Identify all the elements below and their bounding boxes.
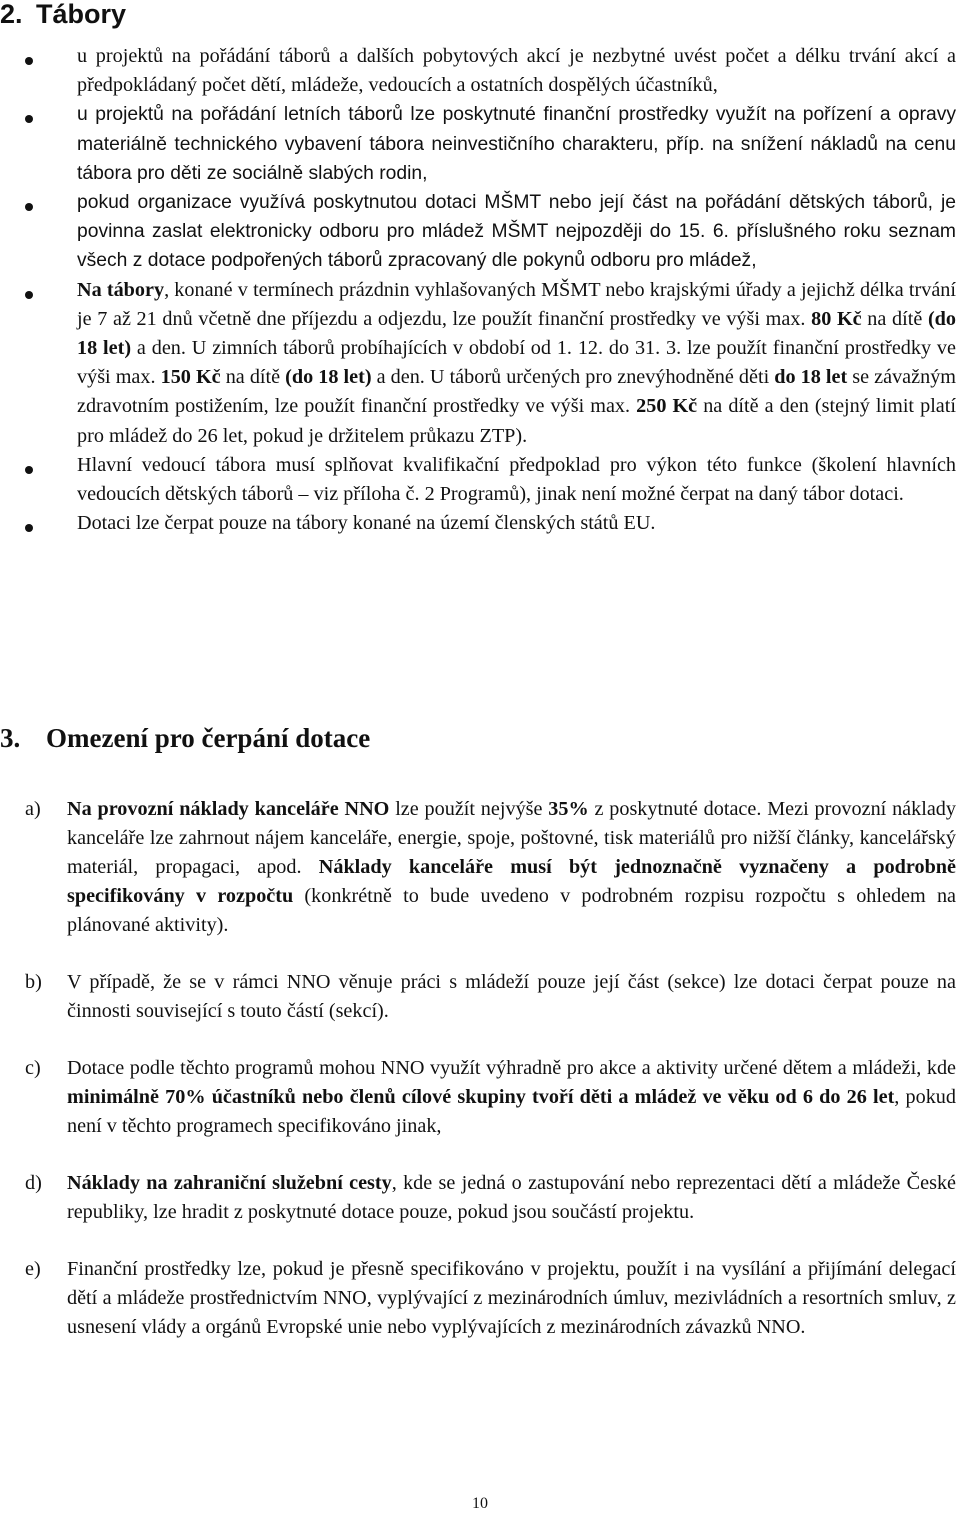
text: , konané v termínech prázdnin vyhlašovaných MŠMT nebo krajskými úřady a jejichž délka trvání je 7 až 21 dnů včetně dne příjezdu a odjezdu, lze použít finanční prostředky ve výši max. [77,278,956,330]
list-item-text: Dotaci lze čerpat pouze na tábory konané na území členských států EU. [77,512,656,535]
bold-text: (do 18 let) [285,366,372,389]
bullet-icon [25,203,33,211]
bullet-icon [25,57,33,65]
section-title: Omezení pro čerpání dotace [46,723,371,753]
list-item-text: u projektů na pořádání táborů a dalších pobytových akcí je nezbytné uvést počet a délku trvání akcí a předpokládaný počet dětí, mládeže, vedoucích a ostatních dospělých účastníků, [77,45,956,97]
section-number: 3. [0,723,21,753]
bold-text: 35% [548,798,589,820]
bullet-icon [25,524,33,532]
text: se závažným zdravotním postižením, lze použít finanční prostředky ve výši max. [77,366,956,418]
list-item-text [77,276,956,451]
list-item [0,1054,960,1141]
bold-text: minimálně 70% účastníků nebo členů cílové skupiny tvoří děti a mládež ve věku od 6 do 26 let [67,1086,895,1108]
list-label: b) [25,971,42,993]
list-label: e) [25,1258,41,1280]
list-item [0,42,960,100]
list-label: c) [25,1057,41,1079]
section-number: 2. [0,0,23,29]
text: z poskytnuté dotace. Mezi provozní náklady kanceláře lze zahrnout nájem kanceláře, energie, spoje, poštovné, tisk materiálů pro nižší články, kancelářský materiál, propagaci, apod. [67,798,956,878]
list-item-text [67,1054,956,1141]
list-item [0,1255,960,1342]
list-item-text: pokud organizace využívá poskytnutou dotaci MŠMT nebo její část na pořádání dětských táborů, je povinna zaslat elektronicky odboru pro mládež MŠMT nejpozději do 15. 6. příslušného roku seznam všech z dotace podpořených táborů zpracovaný dle pokynů odboru pro mládež, [77,192,956,272]
bold-text: Náklady na zahraniční služební cesty [67,1172,392,1194]
text: Dotace podle těchto programů mohou NNO využít výhradně pro akce a aktivity určené dětem a mládeži, kde [67,1057,956,1079]
bullet-icon [25,466,33,474]
list-item [0,276,960,451]
bold-text: Na provozní náklady kanceláře NNO [67,798,390,820]
text: a den. U zimních táborů probíhajících v období od 1. 12. do 31. 3. lze použít finanční prostředky ve výši max. [77,337,956,389]
text: na dítě [861,307,928,330]
text: , pokud není v těchto programech specifikováno jinak, [67,1086,956,1137]
bold-text: (do 18 let) [77,307,956,360]
bold-text: Na tábory [77,278,165,301]
list-item-text: V případě, že se v rámci NNO věnuje práci s mládeží pouze její část (sekce) lze dotaci čerpat pouze na činnosti související s touto částí (sekcí). [67,971,956,1022]
section-title: Tábory [36,0,127,29]
list-item [0,968,960,1026]
list-item-text: u projektů na pořádání letních táborů lze poskytnuté finanční prostředky využít na pořízení a opravy materiálně technického vybavení tábora neinvestičního charakteru, příp. na snížení nákladů na cenu tábora pro děti ze sociálně slabých rodin, [77,104,956,184]
list-item [0,100,960,188]
list-item [0,795,960,940]
text: (konkrétně to bude uvedeno v podrobném rozpisu rozpočtu s ohledem na plánované aktivity). [67,885,956,936]
section-heading-tabory [0,0,126,34]
omezeni-lettered-list [0,795,960,1342]
text: a den. U táborů určených pro znevýhodněné děti [371,366,775,389]
bullet-icon [25,115,33,123]
text: , kde se jedná o zastupování nebo reprezentaci dětí a mládeže České republiky, lze hradit z poskytnuté dotace pouze, pokud jsou součástí projektu. [67,1172,956,1223]
text: na dítě [220,366,286,389]
bold-text: 250 Kč [636,395,698,418]
list-item-text [67,1169,956,1227]
bullet-icon [25,291,33,299]
bold-text: 80 Kč [811,307,862,330]
list-item [0,188,960,276]
text: na dítě a den (stejný limit platí pro mládež do 26 let, pokud je držitelem průkazu ZTP). [77,395,956,447]
page-number: 10 [472,1495,488,1512]
list-item-text: Finanční prostředky lze, pokud je přesně specifikováno v projektu, použít i na vysílání a přijímání delegací dětí a mládeže prostřednictvím NNO, vyplývající z mezinárodních úmluv, mezivládních a resortních smluv, z usnesení vlády a orgánů Evropské unie nebo vyplývajících z mezinárodních závazků NNO. [67,1258,956,1338]
bold-text: Náklady kanceláře musí být jednoznačně vyznačeny a podrobně specifikovány v rozpočtu [67,856,956,907]
list-item-text: Hlavní vedoucí tábora musí splňovat kvalifikační předpoklad pro výkon této funkce (školení hlavních vedoucích dětských táborů – viz příloha č. 2 Programů), jinak není možné čerpat na daný tábor dotaci. [77,453,956,506]
list-item-text [67,795,956,940]
section-heading-omezeni [0,718,370,758]
list-label: d) [25,1172,42,1194]
list-label: a) [25,798,41,820]
list-item [0,1169,960,1227]
tabory-bullet-list [0,42,960,538]
list-item [0,509,960,538]
text: lze použít nejvýše [389,798,549,820]
bold-text: do 18 let [774,366,848,389]
bold-text: 150 Kč [160,366,221,389]
list-item [0,451,960,509]
